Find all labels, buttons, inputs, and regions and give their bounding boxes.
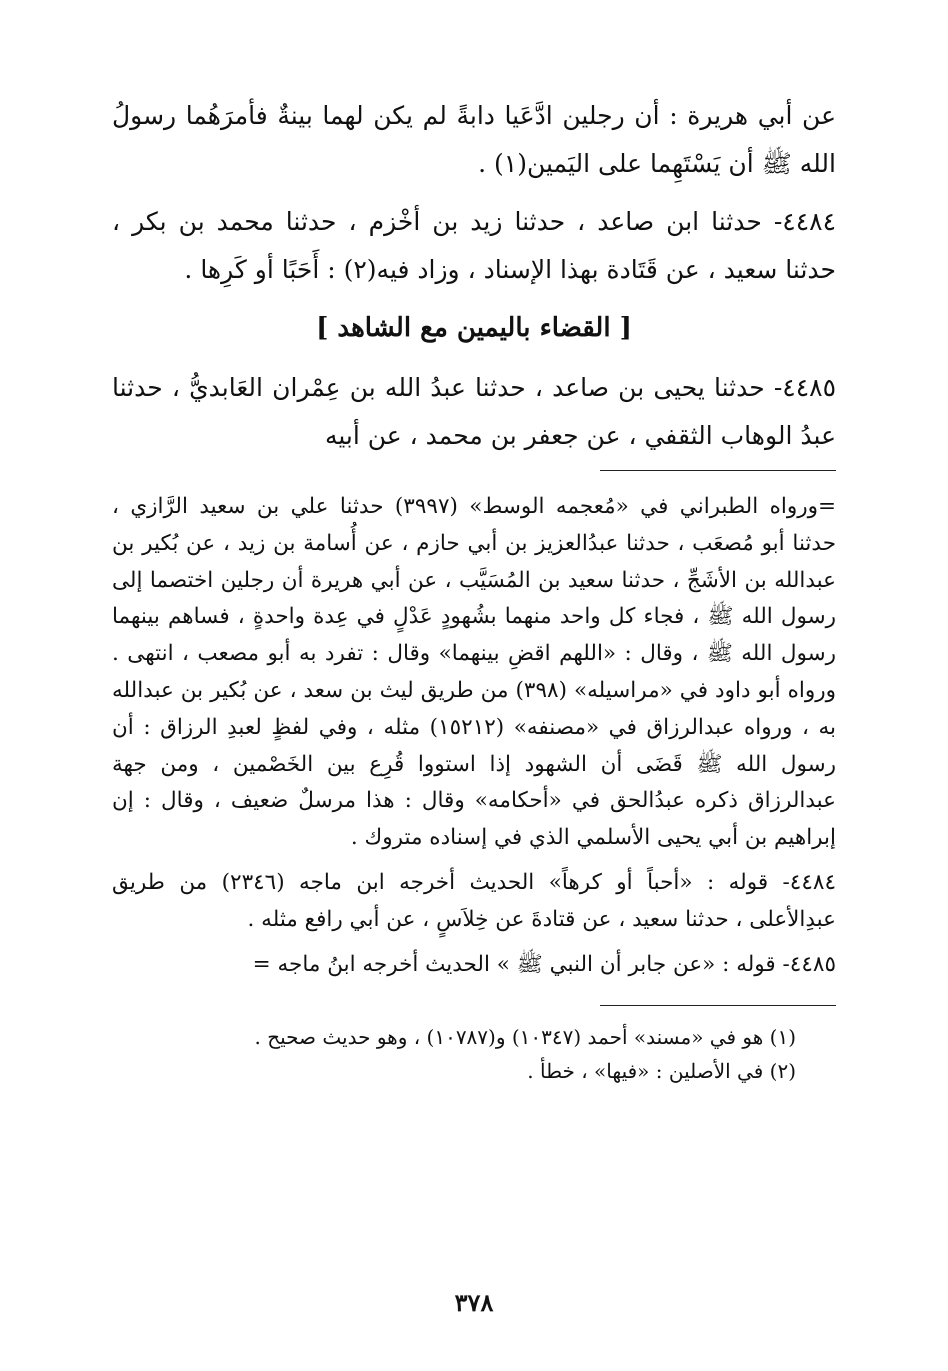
hadith-4485: ٤٤٨٥- حدثنا يحيى بن صاعد ، حدثنا عبدُ الله بن عِمْران العَابديُّ ، حدثنا عبدُ الوهاب الثقفي ، عن جعفر بن محمد ، عن أبيه	[112, 373, 836, 450]
footnote-separator-rule	[600, 1005, 836, 1006]
footnote-1: (١) هو في «مسند» أحمد (١٠٣٤٧) و(١٠٧٨٧) ، وهو حديث صحيح .	[254, 1025, 796, 1050]
main-text	[112, 92, 836, 460]
section-heading: [ القضاء باليمين مع الشاهد ]	[316, 313, 632, 343]
footnote-2: (٢) في الأصلين : «فيها» ، خطأ .	[527, 1059, 796, 1084]
footnotes	[112, 1020, 836, 1088]
separator-rule	[600, 470, 836, 471]
note-block-4485: ٤٤٨٥- قوله : «عن جابر أن النبي ﷺ » الحديث أخرجه ابنُ ماجه =	[252, 951, 836, 977]
page-body	[112, 92, 836, 1088]
hadith-4484: ٤٤٨٤- حدثنا ابن صاعد ، حدثنا زيد بن أخْزم ، حدثنا محمد بن بكر ، حدثنا سعيد ، عن قَتَادة بهذا الإسناد ، وزاد فيه(٢) : أَحَبًا أو كَرِها .	[112, 207, 836, 284]
paragraph-hadith-continuation: عن أبي هريرة : أن رجلين ادَّعَيا دابةً لم يكن لهما بينةٌ فأمرَهُما رسولُ الله ﷺ أن يَسْتَهِما على اليَمين(١) .	[112, 101, 836, 178]
page-number: ٣٧٨	[454, 1288, 494, 1317]
note-block-continued: =ورواه الطبراني في «مُعجمه الوسط» (٣٩٩٧) حدثنا علي بن سعيد الرَّازي ، حدثنا أبو مُصعَب ، حدثنا عبدُالعزيز بن أبي حازم ، عن أُسامة بن زيد ، عن بُكير بن عبدالله بن الأشَجِّ ، حدثنا سعيد بن المُسَيَّب ، عن أبي هريرة أن رجلين اختصما إلى رسول الله ﷺ ، فجاء كل واحد منهما بشُهودٍ عَدْلٍ في عِدة واحدةٍ ، فساهم بينهما رسول الله ﷺ ، وقال : «اللهم اقضِ بينهما» وقال : تفرد به أبو مصعب ، انتهى . ورواه أبو داود في «مراسيله» (٣٩٨) من طريق ليث بن سعد ، عن بُكير بن عبدالله به ، ورواه عبدالرزاق في «مصنفه» (١٥٢١٢) مثله ، وفي لفظٍ لعبدِ الرزاق : أن رسول الله ﷺ قَضَى أن الشهود إذا استووا قُرِع بين الخَصْمين ، ومن جهة عبدالرزاق ذكره عبدُالحق في «أحكامه» وقال : هذا مرسلٌ ضعيف ، وقال : إن إبراهيم بن أبي يحيى الأسلمي الذي في إسناده متروك .	[112, 494, 836, 851]
commentary-notes	[112, 489, 836, 983]
note-block-4484: ٤٤٨٤- قوله : «أحباً أو كرهاً» الحديث أخرجه ابن ماجه (٢٣٤٦) من طريق عبدِالأعلى ، حدثنا سعيد ، عن قتادةَ عن خِلاَسٍ ، عن أبي رافع مثله .	[112, 869, 836, 932]
